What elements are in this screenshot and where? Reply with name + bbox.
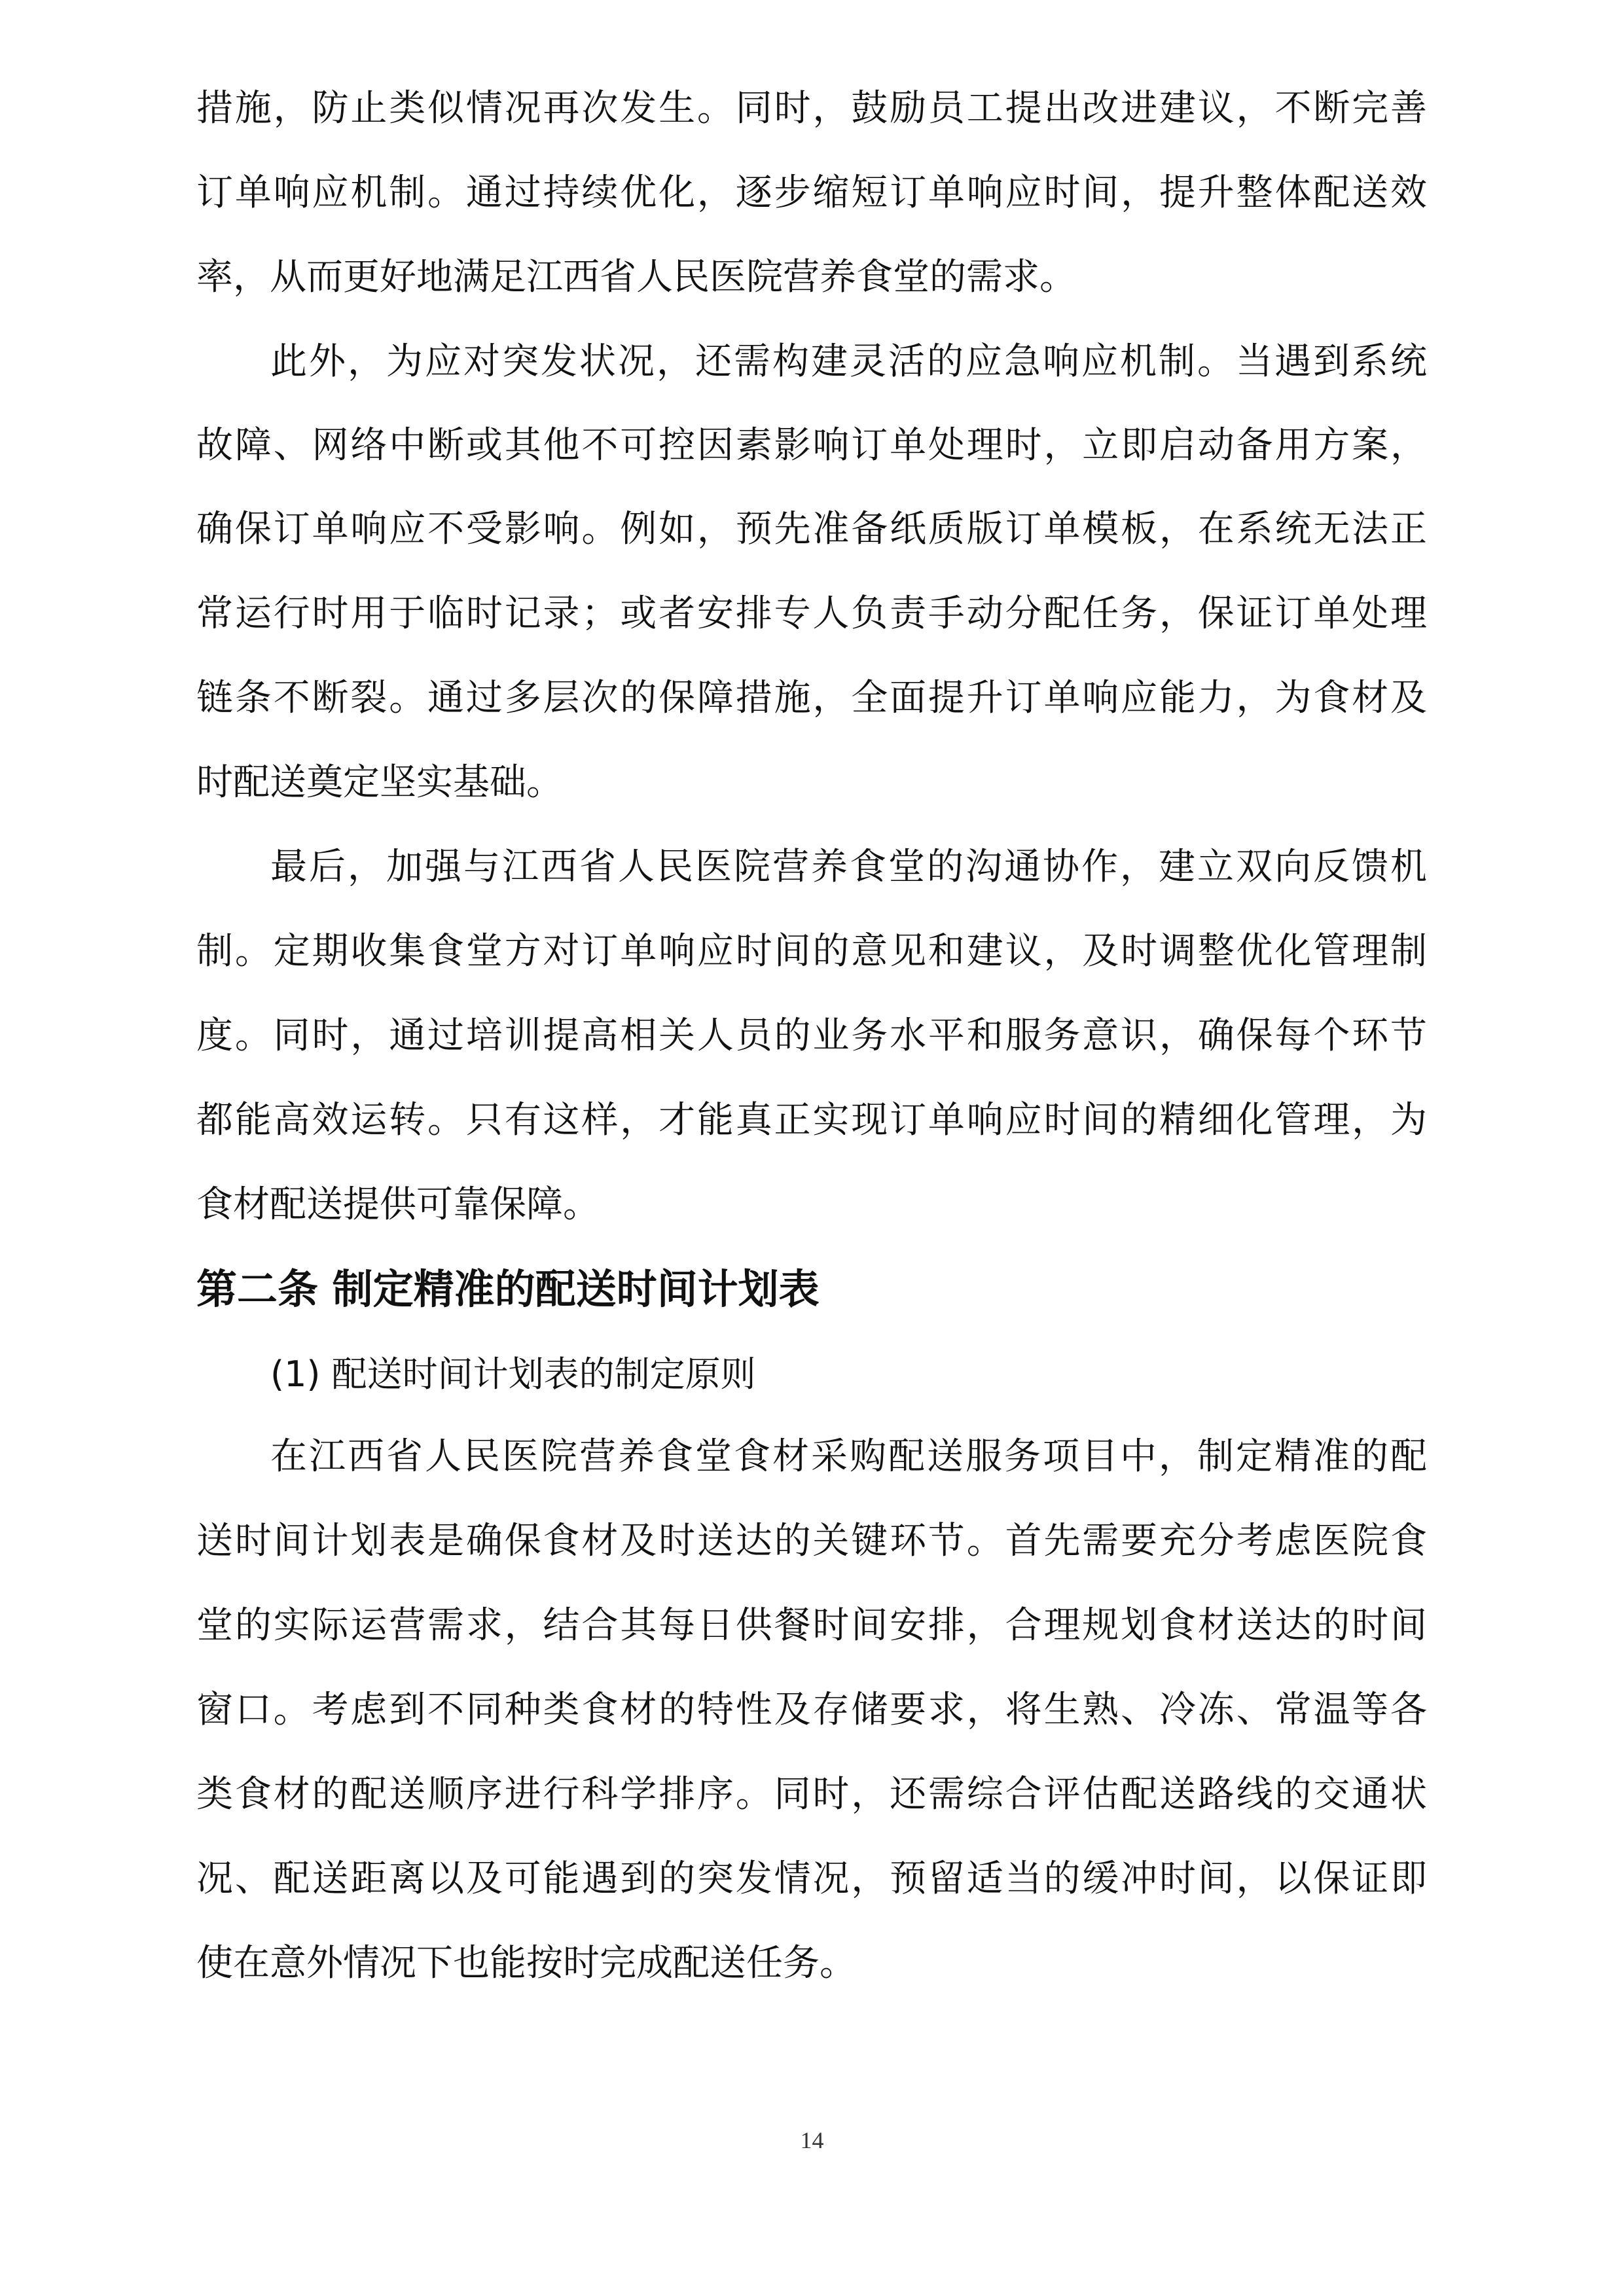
paragraph-line: 类食材的配送顺序进行科学排序。同时，还需综合评估配送路线的交通状	[196, 1773, 1427, 1816]
paragraph-line: 送时间计划表是确保食材及时送达的关键环节。首先需要充分考虑医院食	[196, 1520, 1427, 1562]
paragraph-line: 此外，为应对突发状况，还需构建灵活的应急响应机制。当遇到系统	[270, 340, 1427, 383]
paragraph-line: 最后，加强与江西省人民医院营养食堂的沟通协作，建立双向反馈机	[270, 846, 1427, 888]
section-heading: 第二条 制定精准的配送时间计划表	[196, 1265, 820, 1313]
paragraph-line: 链条不断裂。通过多层次的保障措施，全面提升订单响应能力，为食材及	[196, 677, 1427, 719]
paragraph-line: 使在意外情况下也能按时完成配送任务。	[196, 1942, 856, 1984]
paragraph-line: 制。定期收集食堂方对订单响应时间的意见和建议，及时调整优化管理制	[196, 930, 1427, 973]
paragraph-line: 窗口。考虑到不同种类食材的特性及存储要求，将生熟、冷冻、常温等各	[196, 1689, 1427, 1731]
paragraph-line: 都能高效运转。只有这样，才能真正实现订单响应时间的精细化管理，为	[196, 1099, 1427, 1141]
paragraph-line: 订单响应机制。通过持续优化，逐步缩短订单响应时间，提升整体配送效	[196, 171, 1427, 214]
paragraph-line: 时配送奠定坚实基础。	[196, 761, 563, 804]
paragraph-line: 堂的实际运营需求，结合其每日供餐时间安排，合理规划食材送达的时间	[196, 1604, 1427, 1647]
paragraph-line: 确保订单响应不受影响。例如，预先准备纸质版订单模板，在系统无法正	[196, 508, 1427, 550]
paragraph-line: 在江西省人民医院营养食堂食材采购配送服务项目中，制定精准的配	[270, 1435, 1427, 1478]
paragraph-line: 度。同时，通过培训提高相关人员的业务水平和服务意识，确保每个环节	[196, 1014, 1427, 1057]
paragraph-line: 食材配送提供可靠保障。	[196, 1183, 600, 1226]
page-number: 14	[800, 2127, 824, 2153]
paragraph-line: 况、配送距离以及可能遇到的突发情况，预留适当的缓冲时间，以保证即	[196, 1857, 1427, 1900]
paragraph-line: 故障、网络中断或其他不可控因素影响订单处理时，立即启动备用方案，	[196, 424, 1427, 467]
paragraph-line: 常运行时用于临时记录；或者安排专人负责手动分配任务，保证订单处理	[196, 592, 1427, 635]
paragraph-line: 措施，防止类似情况再次发生。同时，鼓励员工提出改进建议，不断完善	[196, 87, 1427, 130]
paragraph-line: 率，从而更好地满足江西省人民医院营养食堂的需求。	[196, 256, 1076, 298]
subheading: (1) 配送时间计划表的制定原则	[270, 1354, 756, 1395]
